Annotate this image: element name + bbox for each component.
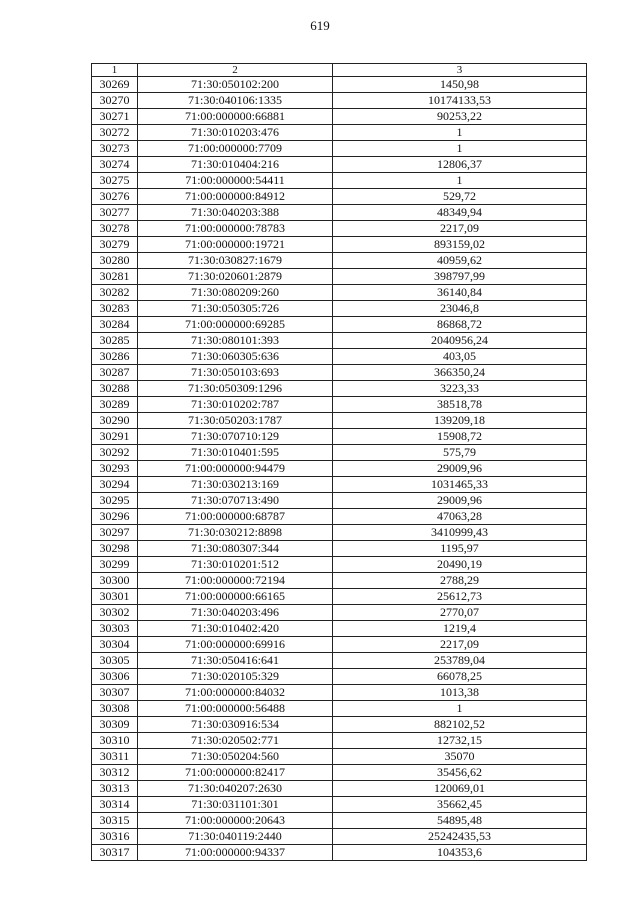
table-row <box>92 701 587 717</box>
row-number-cell: 30303 <box>92 621 138 637</box>
value-cell: 366350,24 <box>333 365 587 381</box>
cadastral-number-cell: 71:00:000000:84032 <box>138 685 333 701</box>
table-row <box>92 109 587 125</box>
cadastral-number-cell: 71:30:040203:496 <box>138 605 333 621</box>
cadastral-number-cell: 71:00:000000:7709 <box>138 141 333 157</box>
cadastral-number-cell: 71:30:031101:301 <box>138 797 333 813</box>
cadastral-number-cell: 71:30:040119:2440 <box>138 829 333 845</box>
value-cell: 2040956,24 <box>333 333 587 349</box>
value-cell: 2788,29 <box>333 573 587 589</box>
value-cell: 90253,22 <box>333 109 587 125</box>
table-row <box>92 285 587 301</box>
row-number-cell: 30311 <box>92 749 138 765</box>
table-row <box>92 317 587 333</box>
table-row <box>92 637 587 653</box>
row-number-cell: 30271 <box>92 109 138 125</box>
row-number-cell: 30300 <box>92 573 138 589</box>
table-row <box>92 685 587 701</box>
row-number-cell: 30282 <box>92 285 138 301</box>
table-row <box>92 717 587 733</box>
cadastral-number-cell: 71:30:040203:388 <box>138 205 333 221</box>
row-number-cell: 30316 <box>92 829 138 845</box>
value-cell: 120069,01 <box>333 781 587 797</box>
row-number-cell: 30272 <box>92 125 138 141</box>
value-cell: 2217,09 <box>333 221 587 237</box>
table-row <box>92 749 587 765</box>
row-number-cell: 30289 <box>92 397 138 413</box>
row-number-cell: 30301 <box>92 589 138 605</box>
row-number-cell: 30287 <box>92 365 138 381</box>
cadastral-number-cell: 71:30:020601:2879 <box>138 269 333 285</box>
cadastral-number-cell: 71:30:050204:560 <box>138 749 333 765</box>
table-row <box>92 493 587 509</box>
registry-table <box>91 63 587 861</box>
cadastral-number-cell: 71:00:000000:78783 <box>138 221 333 237</box>
value-cell: 1 <box>333 141 587 157</box>
cadastral-number-cell: 71:30:010402:420 <box>138 621 333 637</box>
row-number-cell: 30306 <box>92 669 138 685</box>
cadastral-number-cell: 71:30:010202:787 <box>138 397 333 413</box>
table-body <box>92 77 587 861</box>
row-number-cell: 30292 <box>92 445 138 461</box>
cadastral-number-cell: 71:00:000000:68787 <box>138 509 333 525</box>
cadastral-number-cell: 71:30:020502:771 <box>138 733 333 749</box>
value-cell: 54895,48 <box>333 813 587 829</box>
cadastral-number-cell: 71:00:000000:19721 <box>138 237 333 253</box>
row-number-cell: 30280 <box>92 253 138 269</box>
row-number-cell: 30308 <box>92 701 138 717</box>
table-row <box>92 173 587 189</box>
table-row <box>92 765 587 781</box>
table-row <box>92 845 587 861</box>
cadastral-number-cell: 71:30:050203:1787 <box>138 413 333 429</box>
cadastral-number-cell: 71:00:000000:69285 <box>138 317 333 333</box>
row-number-cell: 30315 <box>92 813 138 829</box>
table-row <box>92 93 587 109</box>
table-row <box>92 557 587 573</box>
value-cell: 882102,52 <box>333 717 587 733</box>
row-number-cell: 30274 <box>92 157 138 173</box>
table-row <box>92 237 587 253</box>
cadastral-number-cell: 71:00:000000:20643 <box>138 813 333 829</box>
value-cell: 2217,09 <box>333 637 587 653</box>
table-row <box>92 301 587 317</box>
column-header-2: 2 <box>138 64 333 77</box>
row-number-cell: 30284 <box>92 317 138 333</box>
value-cell: 1450,98 <box>333 77 587 93</box>
row-number-cell: 30295 <box>92 493 138 509</box>
value-cell: 1219,4 <box>333 621 587 637</box>
table-row <box>92 813 587 829</box>
value-cell: 47063,28 <box>333 509 587 525</box>
value-cell: 86868,72 <box>333 317 587 333</box>
value-cell: 104353,6 <box>333 845 587 861</box>
cadastral-number-cell: 71:00:000000:84912 <box>138 189 333 205</box>
table-row <box>92 605 587 621</box>
table-row <box>92 541 587 557</box>
value-cell: 15908,72 <box>333 429 587 445</box>
cadastral-number-cell: 71:30:040106:1335 <box>138 93 333 109</box>
cadastral-number-cell: 71:00:000000:72194 <box>138 573 333 589</box>
value-cell: 35662,45 <box>333 797 587 813</box>
cadastral-number-cell: 71:30:080209:260 <box>138 285 333 301</box>
cadastral-number-cell: 71:30:030827:1679 <box>138 253 333 269</box>
cadastral-number-cell: 71:30:050309:1296 <box>138 381 333 397</box>
row-number-cell: 30288 <box>92 381 138 397</box>
table-row <box>92 365 587 381</box>
row-number-cell: 30294 <box>92 477 138 493</box>
cadastral-number-cell: 71:00:000000:56488 <box>138 701 333 717</box>
value-cell: 35070 <box>333 749 587 765</box>
table-row <box>92 445 587 461</box>
cadastral-number-cell: 71:30:010401:595 <box>138 445 333 461</box>
row-number-cell: 30279 <box>92 237 138 253</box>
row-number-cell: 30286 <box>92 349 138 365</box>
table-row <box>92 189 587 205</box>
cadastral-number-cell: 71:30:010203:476 <box>138 125 333 141</box>
row-number-cell: 30278 <box>92 221 138 237</box>
row-number-cell: 30293 <box>92 461 138 477</box>
value-cell: 3223,33 <box>333 381 587 397</box>
cadastral-number-cell: 71:30:030916:534 <box>138 717 333 733</box>
value-cell: 20490,19 <box>333 557 587 573</box>
value-cell: 25242435,53 <box>333 829 587 845</box>
row-number-cell: 30276 <box>92 189 138 205</box>
value-cell: 25612,73 <box>333 589 587 605</box>
row-number-cell: 30275 <box>92 173 138 189</box>
cadastral-number-cell: 71:30:050305:726 <box>138 301 333 317</box>
cadastral-number-cell: 71:00:000000:82417 <box>138 765 333 781</box>
value-cell: 29009,96 <box>333 461 587 477</box>
row-number-cell: 30310 <box>92 733 138 749</box>
value-cell: 23046,8 <box>333 301 587 317</box>
table-row <box>92 269 587 285</box>
row-number-cell: 30290 <box>92 413 138 429</box>
table-row <box>92 157 587 173</box>
table-row <box>92 205 587 221</box>
cadastral-number-cell: 71:00:000000:94479 <box>138 461 333 477</box>
value-cell: 1031465,33 <box>333 477 587 493</box>
value-cell: 529,72 <box>333 189 587 205</box>
cadastral-number-cell: 71:00:000000:66165 <box>138 589 333 605</box>
row-number-cell: 30304 <box>92 637 138 653</box>
cadastral-number-cell: 71:30:010404:216 <box>138 157 333 173</box>
table-row <box>92 797 587 813</box>
value-cell: 3410999,43 <box>333 525 587 541</box>
value-cell: 1 <box>333 701 587 717</box>
row-number-cell: 30305 <box>92 653 138 669</box>
table-row <box>92 653 587 669</box>
cadastral-number-cell: 71:30:010201:512 <box>138 557 333 573</box>
cadastral-number-cell: 71:30:040207:2630 <box>138 781 333 797</box>
row-number-cell: 30283 <box>92 301 138 317</box>
row-number-cell: 30309 <box>92 717 138 733</box>
table-row <box>92 621 587 637</box>
table-row <box>92 781 587 797</box>
cadastral-number-cell: 71:30:020105:329 <box>138 669 333 685</box>
value-cell: 12806,37 <box>333 157 587 173</box>
value-cell: 575,79 <box>333 445 587 461</box>
table-row <box>92 77 587 93</box>
value-cell: 35456,62 <box>333 765 587 781</box>
table-row <box>92 573 587 589</box>
table-row <box>92 253 587 269</box>
value-cell: 1013,38 <box>333 685 587 701</box>
cadastral-number-cell: 71:00:000000:54411 <box>138 173 333 189</box>
value-cell: 1 <box>333 173 587 189</box>
row-number-cell: 30291 <box>92 429 138 445</box>
value-cell: 893159,02 <box>333 237 587 253</box>
value-cell: 1195,97 <box>333 541 587 557</box>
table-row <box>92 829 587 845</box>
table-row <box>92 221 587 237</box>
table-row <box>92 429 587 445</box>
cadastral-number-cell: 71:30:050416:641 <box>138 653 333 669</box>
row-number-cell: 30269 <box>92 77 138 93</box>
table-row <box>92 669 587 685</box>
value-cell: 1 <box>333 125 587 141</box>
row-number-cell: 30270 <box>92 93 138 109</box>
row-number-cell: 30281 <box>92 269 138 285</box>
row-number-cell: 30312 <box>92 765 138 781</box>
table-row <box>92 733 587 749</box>
value-cell: 66078,25 <box>333 669 587 685</box>
table-row <box>92 397 587 413</box>
row-number-cell: 30313 <box>92 781 138 797</box>
cadastral-number-cell: 71:30:030213:169 <box>138 477 333 493</box>
table-row <box>92 589 587 605</box>
cadastral-number-cell: 71:30:030212:8898 <box>138 525 333 541</box>
table-row <box>92 333 587 349</box>
value-cell: 48349,94 <box>333 205 587 221</box>
value-cell: 2770,07 <box>333 605 587 621</box>
column-header-1: 1 <box>92 64 138 77</box>
table-row <box>92 477 587 493</box>
row-number-cell: 30296 <box>92 509 138 525</box>
cadastral-number-cell: 71:00:000000:94337 <box>138 845 333 861</box>
table-row <box>92 461 587 477</box>
page-number: 619 <box>310 18 330 33</box>
value-cell: 40959,62 <box>333 253 587 269</box>
value-cell: 29009,96 <box>333 493 587 509</box>
row-number-cell: 30302 <box>92 605 138 621</box>
row-number-cell: 30314 <box>92 797 138 813</box>
table-row <box>92 381 587 397</box>
cadastral-number-cell: 71:30:050103:693 <box>138 365 333 381</box>
table-row <box>92 141 587 157</box>
header-row <box>92 64 587 77</box>
cadastral-number-cell: 71:00:000000:66881 <box>138 109 333 125</box>
table-row <box>92 125 587 141</box>
cadastral-number-cell: 71:30:070710:129 <box>138 429 333 445</box>
row-number-cell: 30307 <box>92 685 138 701</box>
cadastral-number-cell: 71:30:070713:490 <box>138 493 333 509</box>
row-number-cell: 30297 <box>92 525 138 541</box>
value-cell: 253789,04 <box>333 653 587 669</box>
value-cell: 139209,18 <box>333 413 587 429</box>
row-number-cell: 30285 <box>92 333 138 349</box>
value-cell: 38518,78 <box>333 397 587 413</box>
cadastral-number-cell: 71:00:000000:69916 <box>138 637 333 653</box>
row-number-cell: 30298 <box>92 541 138 557</box>
table-row <box>92 509 587 525</box>
row-number-cell: 30299 <box>92 557 138 573</box>
cadastral-number-cell: 71:30:080101:393 <box>138 333 333 349</box>
row-number-cell: 30273 <box>92 141 138 157</box>
value-cell: 36140,84 <box>333 285 587 301</box>
table-row <box>92 413 587 429</box>
row-number-cell: 30317 <box>92 845 138 861</box>
row-number-cell: 30277 <box>92 205 138 221</box>
cadastral-number-cell: 71:30:050102:200 <box>138 77 333 93</box>
table-row <box>92 525 587 541</box>
value-cell: 12732,15 <box>333 733 587 749</box>
table-row <box>92 349 587 365</box>
column-header-3: 3 <box>333 64 587 77</box>
value-cell: 398797,99 <box>333 269 587 285</box>
value-cell: 10174133,53 <box>333 93 587 109</box>
value-cell: 403,05 <box>333 349 587 365</box>
cadastral-number-cell: 71:30:080307:344 <box>138 541 333 557</box>
cadastral-number-cell: 71:30:060305:636 <box>138 349 333 365</box>
